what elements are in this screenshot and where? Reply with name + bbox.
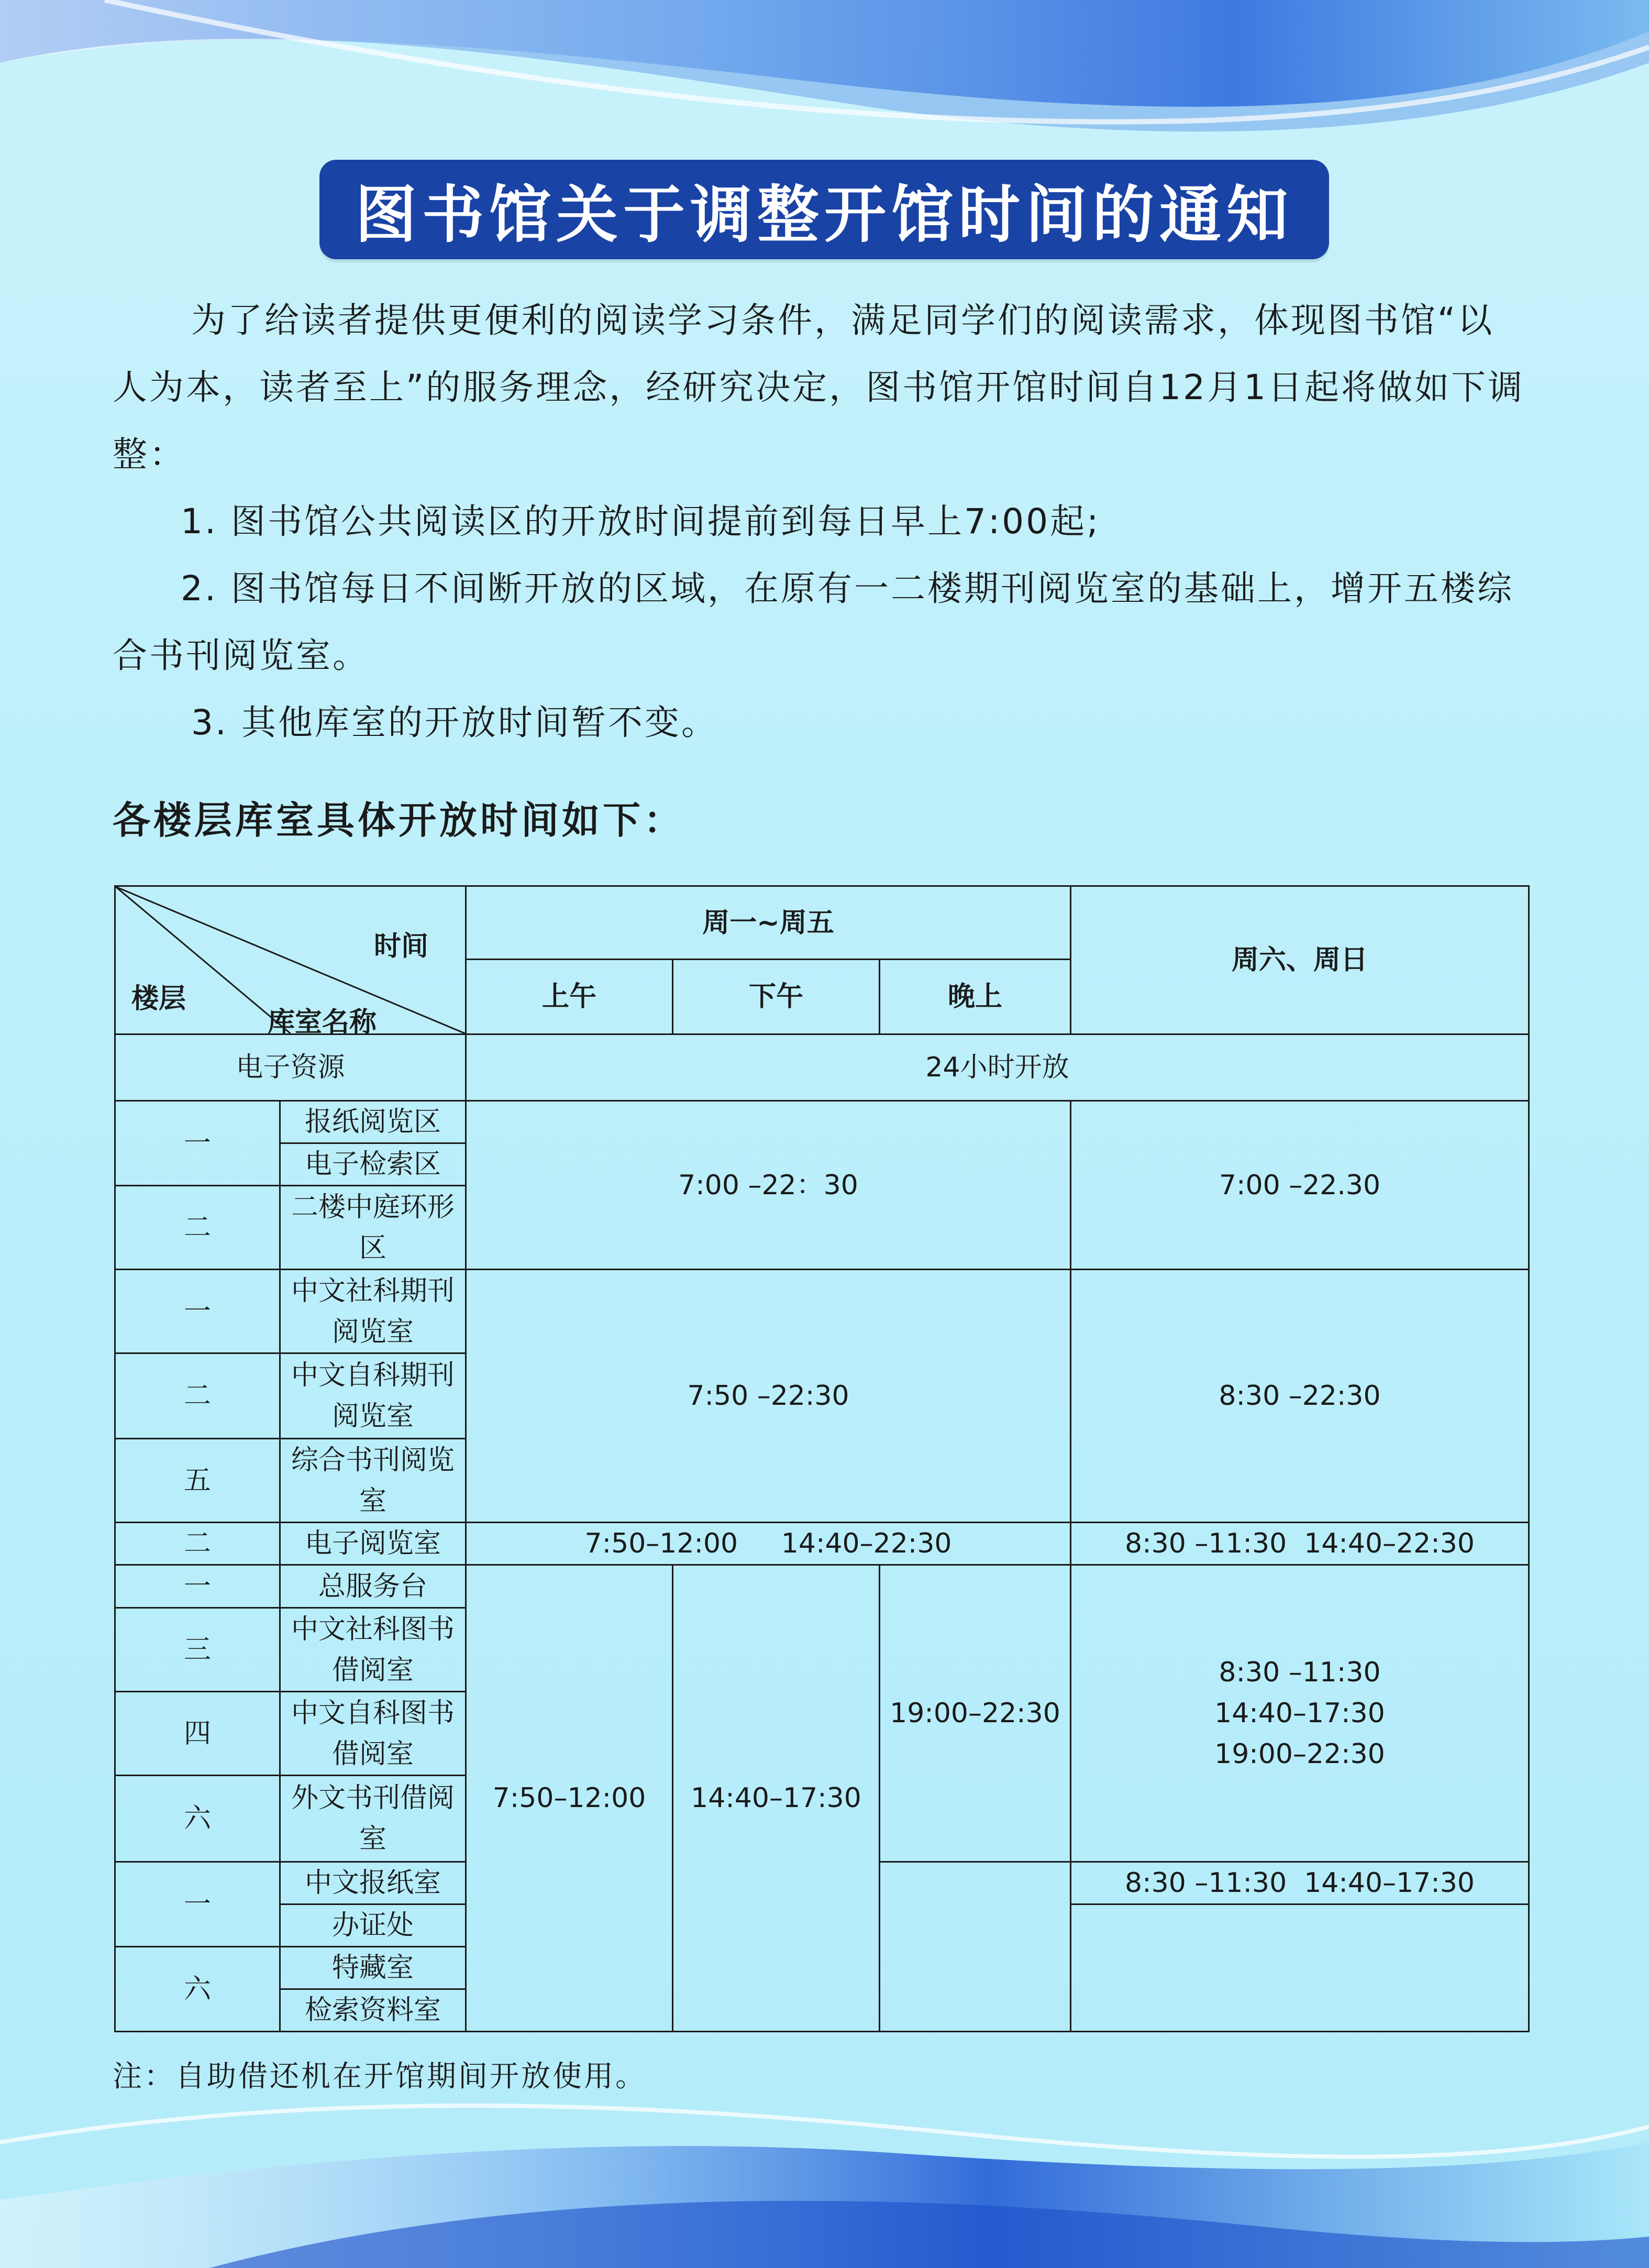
weekend-line: 14:40–17:30: [1214, 1698, 1385, 1729]
page-title: 图书馆关于调整开馆时间的通知: [355, 179, 1293, 251]
hours-weekend: [1071, 1565, 1529, 1862]
hours-afternoon: 14:40–17:30: [673, 1565, 880, 2032]
room-cell: 二楼中庭环形区: [280, 1186, 466, 1270]
header-weekend: 周六、周日: [1071, 886, 1529, 1034]
intro-section: [113, 287, 1529, 756]
hours-weekday: 7:50–12:00 14:40–22:30: [466, 1523, 1071, 1565]
floor-cell: 二: [115, 1186, 280, 1270]
room-cell: 电子检索区: [280, 1143, 466, 1186]
room-cell: 中文报纸室: [280, 1862, 466, 1904]
room-cell: 检索资料室: [280, 1989, 466, 2032]
hours-weekend: 8:30 –11:30 14:40–22:30: [1071, 1523, 1529, 1565]
floor-cell: 一: [115, 1101, 280, 1186]
floor-cell: 一: [115, 1565, 280, 1608]
hours-evening: 19:00–22:30: [880, 1565, 1071, 1862]
room-cell: 外文书刊借阅室: [280, 1776, 466, 1862]
footnote: 注：自助借还机在开馆期间开放使用。: [113, 2060, 647, 2094]
hours-weekend: 7:00 –22.30: [1071, 1101, 1529, 1270]
empty-cell: [880, 1862, 1071, 2032]
room-cell: 办证处: [280, 1904, 466, 1947]
room-cell: 电子阅览室: [280, 1523, 466, 1565]
room-cell: 报纸阅览区: [280, 1101, 466, 1143]
intro-paragraph: 为了给读者提供更便利的阅读学习条件，满足同学们的阅读需求，体现图书馆“以人为本，读者至上”的服务理念，经研究决定，图书馆开馆时间自12月1日起将做如下调整：: [113, 300, 1525, 475]
room-cell: 中文社科图书借阅室: [280, 1608, 466, 1692]
hours-morning: 7:50–12:00: [466, 1565, 673, 2032]
floor-cell: 一: [115, 1270, 280, 1353]
hours-weekday: 7:00 –22：30: [466, 1101, 1071, 1270]
room-cell: 中文自科期刊阅览室: [280, 1353, 466, 1439]
empty-cell: [1071, 1904, 1529, 2032]
intro-item-1: 1. 图书馆公共阅读区的开放时间提前到每日早上7:00起;: [181, 501, 1101, 542]
room-cell: 特藏室: [280, 1947, 466, 1989]
hours-weekday: 7:50 –22:30: [466, 1270, 1071, 1523]
intro-item-3: 3. 其他库室的开放时间暂不变。: [191, 702, 718, 743]
header-weekday: 周一~周五: [466, 886, 1071, 960]
room-cell: 中文自科图书借阅室: [280, 1692, 466, 1776]
room-cell: 总服务台: [280, 1565, 466, 1608]
e-resource-name: 电子资源: [115, 1034, 466, 1101]
title-banner: [319, 160, 1329, 259]
schedule-heading: 各楼层库室具体开放时间如下：: [113, 798, 685, 842]
header-floor-label: 楼层: [131, 983, 186, 1015]
header-room-label: 库室名称: [268, 1007, 377, 1038]
header-evening: 晚上: [880, 960, 1071, 1034]
header-time-label: 时间: [373, 931, 428, 962]
room-cell: 中文社科期刊阅览室: [280, 1270, 466, 1353]
intro-item-2: 2. 图书馆每日不间断开放的区域，在原有一二楼期刊阅览室的基础上，增开五楼综合书刊阅览室。: [113, 568, 1514, 676]
weekend-line: 19:00–22:30: [1214, 1738, 1385, 1770]
floor-cell: 六: [115, 1947, 280, 2032]
floor-cell: 三: [115, 1608, 280, 1692]
room-cell: 综合书刊阅览室: [280, 1439, 466, 1523]
e-resource-hours: 24小时开放: [466, 1034, 1529, 1101]
floor-cell: 二: [115, 1523, 280, 1565]
header-diagonal-cell: [115, 886, 466, 1038]
schedule-table: [114, 885, 1530, 2032]
floor-cell: 一: [115, 1862, 280, 1947]
hours-weekend: 8:30 –22:30: [1071, 1270, 1529, 1523]
weekend-line: 8:30 –11:30: [1219, 1657, 1381, 1688]
header-morning: 上午: [466, 960, 673, 1034]
header-afternoon: 下午: [673, 960, 880, 1034]
floor-cell: 六: [115, 1776, 280, 1862]
floor-cell: 二: [115, 1353, 280, 1439]
floor-cell: 四: [115, 1692, 280, 1776]
floor-cell: 五: [115, 1439, 280, 1523]
hours-weekend-paper: 8:30 –11:30 14:40–17:30: [1071, 1862, 1529, 1904]
